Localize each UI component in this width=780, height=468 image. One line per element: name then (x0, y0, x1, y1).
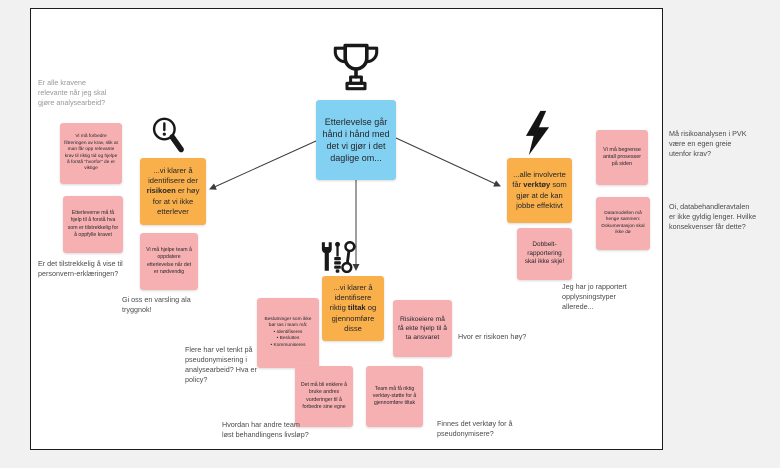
sticky-note-text: Vi må begrense antall prosesser på siden (602, 146, 642, 168)
sticky-note-begrense[interactable] (596, 130, 648, 185)
sticky-note-text: Vi må forbedre filtreringen av krav, slik at man får opp relevante krav til riktig tid og hjelpe å forstå "hvorfor" de er viktige (64, 134, 118, 172)
sticky-note-text: Team må få riktig verktøy-støtte for å gjennomføre tiltak (372, 385, 417, 406)
sticky-note-text: Det må bli enklere å bruke andres vurderinger til å forbedre sine egne (300, 382, 348, 410)
sticky-note-text: ...vi klarer å identifisere riktig tiltak og gjennomføre disse (329, 282, 377, 333)
text-risikoanalysen-pvk[interactable]: Må risikoanalysen i PVK være en egen greie utenfor krav? (669, 129, 747, 159)
text-behandlingens-livslop[interactable]: Hvordan har andre team løst behandlingens livsløp? (222, 420, 309, 440)
sticky-note-etterleverne[interactable] (63, 196, 123, 253)
sticky-note-risikoeiere[interactable] (393, 300, 452, 357)
sticky-note-verktoystotte[interactable] (366, 366, 423, 427)
text-rapportert-opplysningstyper[interactable]: Jeg har jo rapportert opplysningstyper allerede... (562, 282, 627, 312)
sticky-note-datamodellen[interactable] (596, 197, 650, 250)
sticky-note-center-goal[interactable] (316, 100, 396, 180)
sticky-note-text: Beslutninger som ikke bør tas i team må: • Identifiseres • Besluttes • Kommuniseres (264, 316, 312, 348)
sticky-note-text: Etterleverne må få hjelp til å forstå hva som er tilstrekkelig for å oppfylle kravet (67, 210, 119, 238)
sticky-note-dobbeltrapportering[interactable] (517, 228, 572, 280)
sticky-note-text: Risikoeiere må få ekte hjelp til å ta ansvaret (397, 315, 448, 342)
text-hvor-er-risikoen[interactable]: Hvor er risikoen høy? (458, 332, 527, 341)
text-kravene-relevante[interactable]: Er alle kravene relevante når jeg skal gjøre analysearbeid? (38, 78, 107, 108)
text-varsling-tryggnok[interactable]: Gi oss en varsling ala tryggnok! (122, 295, 191, 315)
tools-icon[interactable] (319, 241, 357, 274)
text-personvernerklaeringen[interactable]: Er det tilstrekkelig å vise til personvern-erklæringen? (38, 259, 123, 279)
sticky-note-text: Datamodellen må henge sammen: Dokumentasjon skal ikke dø (601, 210, 645, 235)
sticky-note-text: Dobbelt-rapportering skal ikke skje! (524, 241, 565, 266)
sticky-note-text: ...vi klarer å identifisere der risikoen er høy for at vi ikke etterlever (146, 165, 200, 216)
sticky-note-beslutninger[interactable] (257, 298, 319, 368)
sticky-note-branch-risiko[interactable] (140, 158, 206, 225)
sticky-note-enklere[interactable] (295, 366, 353, 427)
sticky-note-filtrering[interactable] (60, 123, 122, 184)
text-pseudonymisering-policy[interactable]: Flere har vel tenkt på pseudonymisering i analysearbeid? Hva er policy? (185, 345, 257, 385)
trophy-icon[interactable] (329, 39, 383, 97)
text-databehandleravtalen[interactable]: Oi, databehandleravtalen er ikke gyldig lenger. Hvilke konsekvenser får dette? (669, 202, 757, 232)
alert-magnifier-icon[interactable] (150, 116, 188, 157)
text-finnes-verktoy[interactable]: Finnes det verktøy for å pseudonymisere? (437, 419, 513, 439)
sticky-note-oppdatere[interactable] (140, 233, 198, 290)
sticky-note-text: Etterlevelse går hånd i hånd med det vi gjør i det daglige om... (322, 116, 390, 164)
sticky-note-text: Vi må hjelpe team å oppdatere etterlevelse når det er nødvendig (146, 247, 192, 275)
sticky-note-branch-tiltak[interactable] (322, 276, 384, 341)
sticky-note-text: ...alle involverte får verktøy som gjør at de kan jobbe effektivt (512, 170, 567, 210)
sticky-note-branch-verktoy[interactable] (507, 158, 572, 223)
lightning-icon[interactable] (524, 110, 551, 156)
